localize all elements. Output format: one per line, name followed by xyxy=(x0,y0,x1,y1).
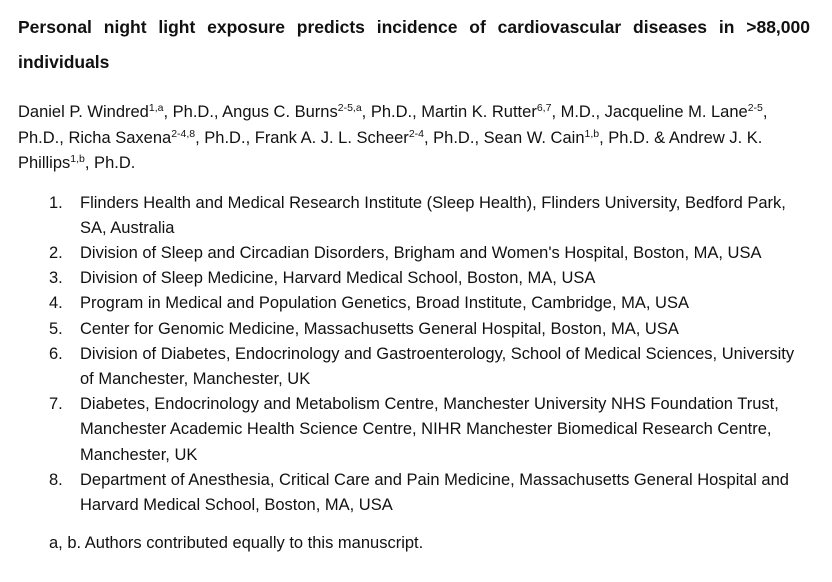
affiliation-number: 4. xyxy=(49,294,63,313)
author-name: Jacqueline M. Lane xyxy=(604,103,748,121)
author-separator: , xyxy=(474,128,484,147)
affiliation-item xyxy=(18,342,810,392)
author-name: Daniel P. Windred xyxy=(18,103,149,121)
affiliation-item xyxy=(18,191,810,241)
affiliation-text: Program in Medical and Population Genetics, Broad Institute, Cambridge, MA, USA xyxy=(80,294,689,313)
affiliation-text: Department of Anesthesia, Critical Care and Pain Medicine, Massachusetts General Hospital and Harvard Medical School, Boston, MA, USA xyxy=(80,470,789,514)
author xyxy=(484,129,650,147)
author-name: Richa Saxena xyxy=(68,128,172,147)
author-separator: , xyxy=(595,103,605,121)
affiliation-item xyxy=(18,241,810,266)
affiliation-number: 6. xyxy=(49,344,63,363)
affiliation-text: Flinders Health and Medical Research Institute (Sleep Health), Flinders University, Bedford Park, SA, Australia xyxy=(80,193,786,237)
affiliation-number: 5. xyxy=(49,319,63,338)
author-degree: , Ph.D. xyxy=(599,128,650,147)
paper-title: Personal night light exposure predicts incidence of cardiovascular diseases in >88,000 individuals xyxy=(18,17,810,72)
affiliation-number: 3. xyxy=(49,269,63,288)
author-degree: , Ph.D. xyxy=(361,103,413,121)
author-name: Frank A. J. L. Scheer xyxy=(254,128,409,147)
author xyxy=(68,129,245,147)
author-affiliation-marker: 2-4,8 xyxy=(171,127,196,140)
author-degree: , Ph.D. xyxy=(424,128,475,147)
affiliation-item xyxy=(18,317,810,342)
author-affiliation-marker: 1,a xyxy=(148,102,164,114)
affiliation-text: Division of Sleep Medicine, Harvard Medical School, Boston, MA, USA xyxy=(80,269,596,288)
author-degree: , Ph.D. xyxy=(163,103,214,121)
author-affiliation-marker: 2-5 xyxy=(747,102,763,114)
author-affiliation-marker: 2-5,a xyxy=(337,102,362,114)
author-degree: , Ph.D. xyxy=(195,128,246,147)
author-affiliation-marker: 2-4 xyxy=(408,127,424,140)
author xyxy=(222,103,412,121)
author-affiliation-marker: 6,7 xyxy=(536,102,552,114)
affiliation-number: 2. xyxy=(49,243,63,262)
author-last-separator: & xyxy=(654,128,669,147)
affiliation-item xyxy=(18,291,810,316)
author-separator: , xyxy=(245,128,255,147)
affiliation-text: Division of Diabetes, Endocrinology and Gastroenterology, School of Medical Sciences, University of Manchester, Manchester, UK xyxy=(80,344,795,388)
affiliation-item xyxy=(18,266,810,291)
author-name: Angus C. Burns xyxy=(222,103,338,121)
author-separator: , xyxy=(59,128,69,147)
author xyxy=(18,103,214,121)
affiliation-item xyxy=(18,468,810,518)
affiliation-list xyxy=(18,191,810,519)
affiliation-number: 8. xyxy=(49,470,63,489)
author-name: Martin K. Rutter xyxy=(421,103,537,121)
author xyxy=(421,103,595,121)
author-separator: , xyxy=(213,103,223,121)
paper-page xyxy=(18,0,810,556)
affiliation-text: Center for Genomic Medicine, Massachusetts General Hospital, Boston, MA, USA xyxy=(80,319,679,338)
author-list xyxy=(18,100,810,177)
author-degree: , M.D. xyxy=(551,103,596,121)
affiliation-number: 1. xyxy=(49,193,63,212)
affiliation-number: 7. xyxy=(49,395,63,414)
author-degree: , Ph.D. xyxy=(84,154,136,172)
author-name: Sean W. Cain xyxy=(483,128,585,147)
affiliation-item xyxy=(18,392,810,468)
author xyxy=(255,129,475,147)
author-name: Andrew J. K. Phillips xyxy=(18,128,763,172)
author-separator: , xyxy=(412,103,422,121)
affiliation-text: Division of Sleep and Circadian Disorders, Brigham and Women's Hospital, Boston, MA, USA xyxy=(80,243,762,262)
affiliation-text: Diabetes, Endocrinology and Metabolism Centre, Manchester University NHS Foundation Trust, Manchester Academic Health Science Centre, NIHR Manchester Biomedical Research Centre, Manchester, UK xyxy=(80,395,779,464)
author-affiliation-marker: 1,b xyxy=(584,127,600,140)
author-degree: , Ph.D. xyxy=(18,103,768,147)
equal-contribution-footnote: a, b. Authors contributed equally to this manuscript. xyxy=(49,534,424,553)
author-affiliation-marker: 1,b xyxy=(70,153,85,165)
